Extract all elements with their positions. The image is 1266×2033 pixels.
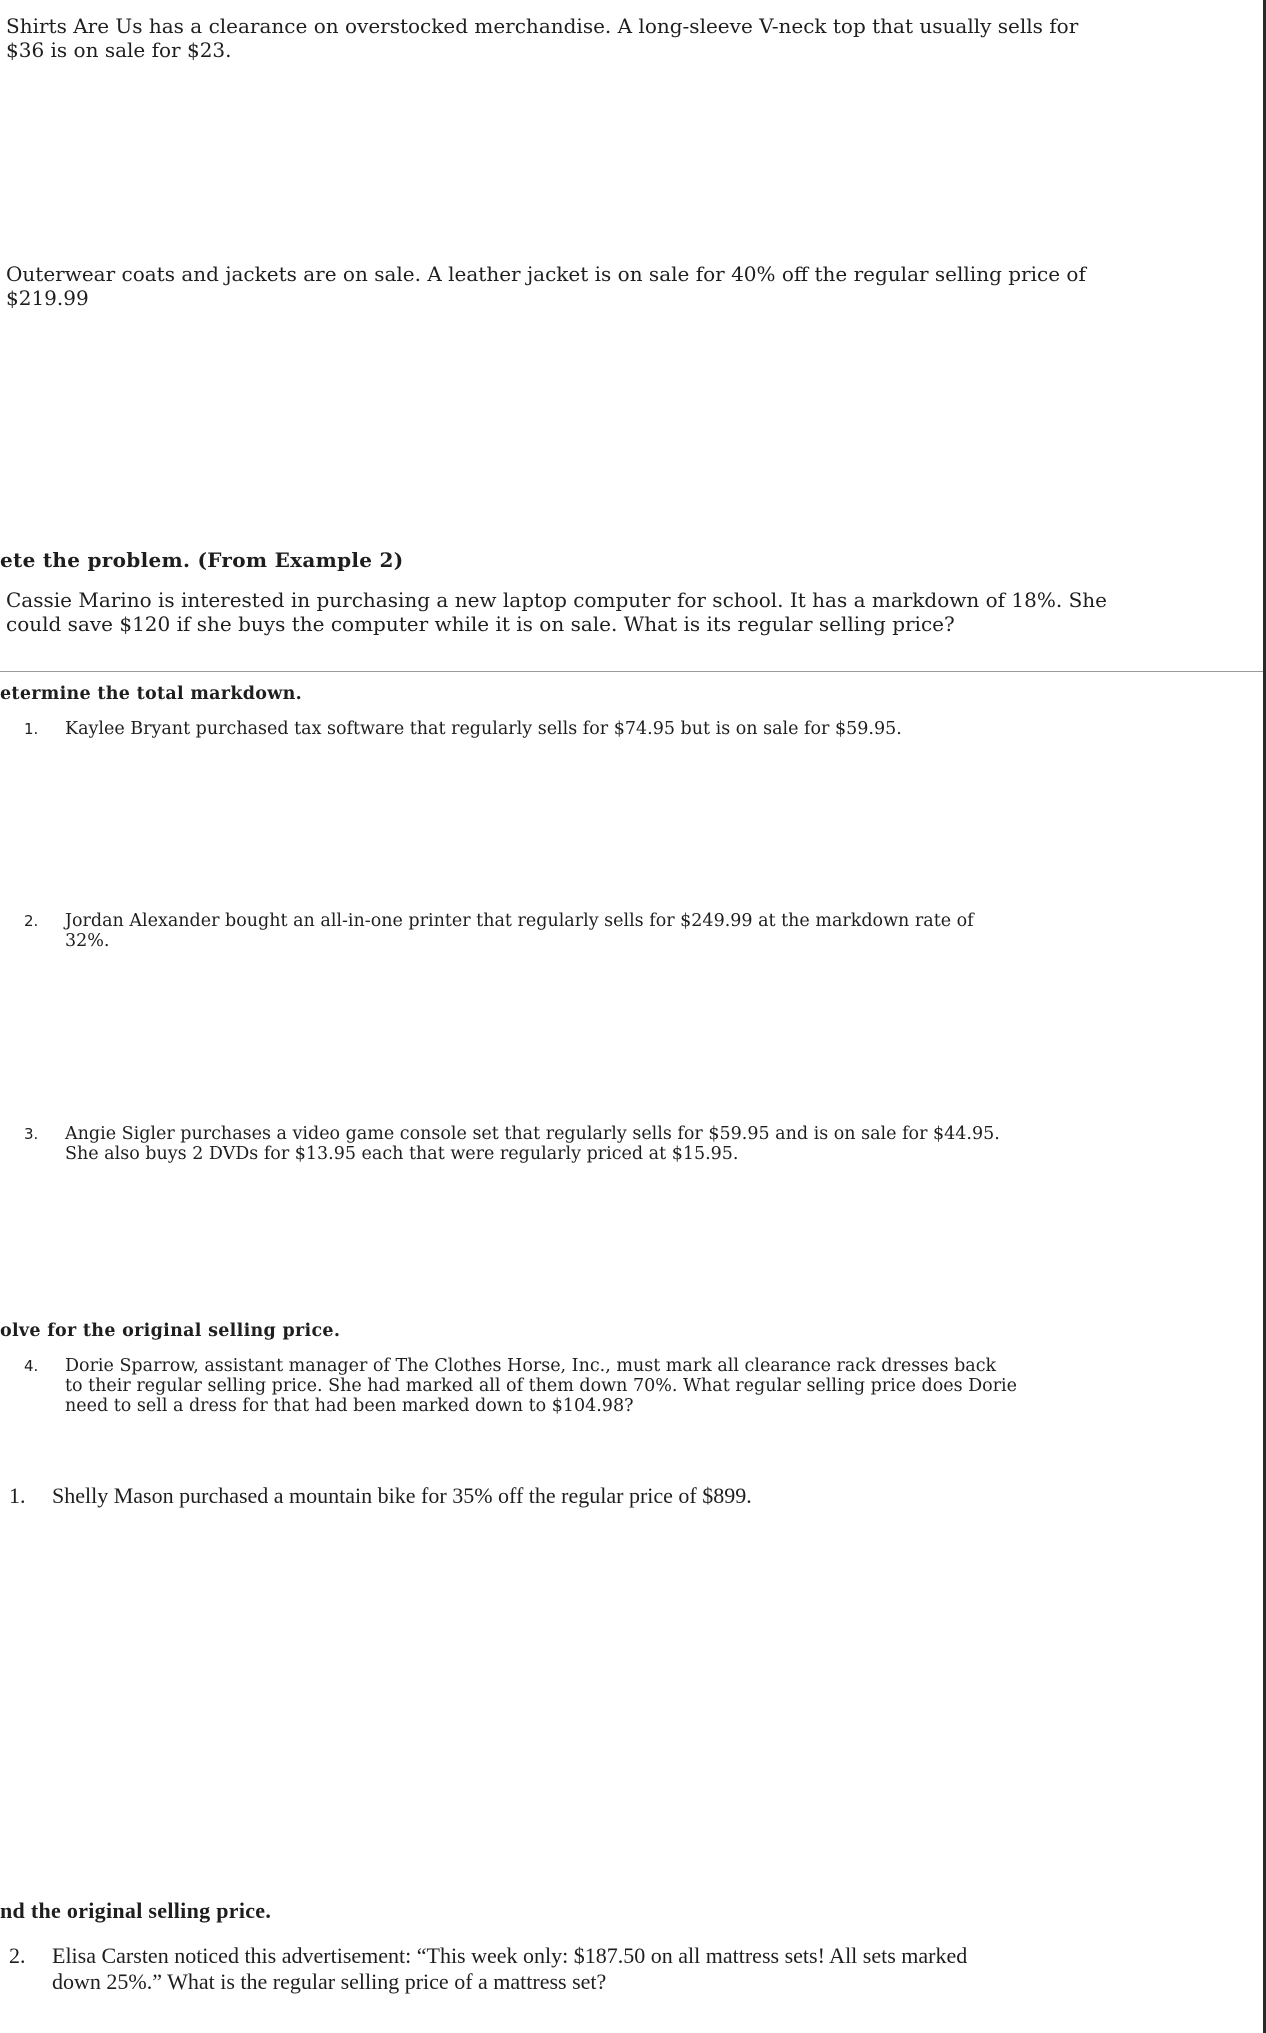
item-text: Shelly Mason purchased a mountain bike for 35% off the regular price of $899.	[52, 1483, 752, 1508]
section-divider	[0, 671, 1263, 672]
item-number: 3.	[24, 1125, 39, 1143]
list-item-markdown-2	[0, 911, 1240, 973]
list-item-markdown-1	[0, 719, 1240, 781]
item-text: Angie Sigler purchases a video game console set that regularly sells for $59.95 and is on sale for $44.95. She also buys 2 DVDs for $13.95 each that were regularly priced at $15.95.	[65, 1124, 1000, 1164]
section-heading-total-markdown: etermine the total markdown.	[0, 684, 303, 704]
list-item-mattress-2	[0, 1943, 1240, 1999]
laptop-problem	[6, 588, 1107, 636]
item-text: Jordan Alexander bought an all-in-one printer that regularly sells for $249.99 at the markdown rate of 32%.	[65, 911, 974, 951]
jacket-problem	[6, 262, 1086, 310]
jacket-problem-text: Outerwear coats and jackets are on sale. A leather jacket is on sale for 40% off the regular selling price of $219.99	[6, 262, 1086, 310]
item-text: Dorie Sparrow, assistant manager of The Clothes Horse, Inc., must mark all clearance rack dresses back to their regular selling price. She had marked all of them down 70%. What regular selling price does Dorie need to sell a dress for that had been marked down to $104.98?	[65, 1356, 1018, 1416]
section-heading-example-2: ete the problem. (From Example 2)	[0, 548, 404, 572]
section-heading-original-price: olve for the original selling price.	[0, 1321, 341, 1341]
item-number: 4.	[24, 1357, 39, 1375]
item-text: Kaylee Bryant purchased tax software that regularly sells for $74.95 but is on sale for $59.95.	[65, 719, 902, 739]
list-item-markdown-3	[0, 1124, 1240, 1186]
item-number: 1.	[24, 720, 39, 738]
item-number: 2.	[24, 912, 39, 930]
shirt-problem-text: Shirts Are Us has a clearance on overstocked merchandise. A long-sleeve V-neck top that usually sells for $36 is on sale for $23.	[6, 14, 1079, 62]
section-heading-find-original: nd the original selling price.	[0, 1898, 272, 1923]
item-number: 1.	[9, 1483, 26, 1508]
laptop-problem-text: Cassie Marino is interested in purchasing a new laptop computer for school. It has a markdown of 18%. She could save $120 if she buys the computer while it is on sale. What is its regular selling price?	[6, 588, 1108, 636]
item-number: 2.	[9, 1943, 26, 1968]
bike-problem	[0, 1483, 1240, 1513]
shirt-problem	[6, 14, 1078, 62]
item-text: Elisa Carsten noticed this advertisement: “This week only: $187.50 on all mattress sets! All sets marked down 25%.” What is the regular selling price of a mattress set?	[52, 1943, 968, 1994]
list-item-original-4	[0, 1356, 1240, 1426]
